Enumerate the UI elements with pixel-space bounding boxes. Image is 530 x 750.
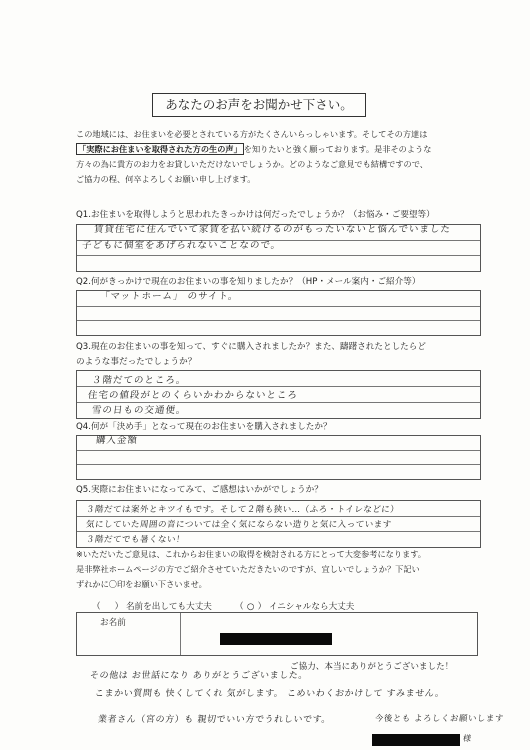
answer-rule bbox=[77, 531, 480, 532]
consent-option-2-mark: ○ bbox=[246, 602, 255, 612]
note-line-1: ※いただいたご意見は、これからお住まいの取得を検討される方にとって大変参考になります。 bbox=[76, 549, 426, 559]
redacted-signature bbox=[372, 734, 460, 746]
consent-option-1-label: 名前を出しても大丈夫 bbox=[125, 602, 212, 612]
note-line-2: 是非弊社ホームページの方でご紹介させていただきたいのですが、宜しいでしょうか？下記い bbox=[76, 564, 420, 574]
answer-rule bbox=[77, 516, 480, 517]
thank-you-message: ご協力、本当にありがとうございました！ bbox=[290, 662, 454, 672]
q2-answer-line-1: 「マットホーム」 のサイト。 bbox=[99, 291, 240, 302]
answer-rule bbox=[77, 450, 480, 451]
q3-answer-line-1: ３階だてのところ。 bbox=[91, 375, 187, 386]
note-line-3: ずれかに〇印をお願い下さいませ。 bbox=[76, 579, 207, 589]
q4-question: Q4.何が「決め手」となって現在のお住まいを購入されましたか？ bbox=[76, 422, 332, 432]
intro-paragraph bbox=[76, 127, 476, 187]
intro-line-1: この地域には、お住まいを必要とされている方がたくさんいらっしゃいます。そしてその方達は bbox=[76, 129, 428, 139]
consent-paren-open: （ bbox=[92, 602, 101, 612]
intro-highlight: 「実際にお住まいを取得された方の生の声」 bbox=[78, 144, 242, 154]
name-box-divider bbox=[180, 613, 181, 655]
q3-answer-line-2: 住宅の値段がとのくらいかわからないところ bbox=[87, 390, 299, 401]
q1-answer-line-1: 賃貸住宅に住んでいて家賃を払い続けるのがもったいないと悩んでいました bbox=[93, 224, 452, 235]
free-comment-line-4: 今後とも よろしくお願いします bbox=[374, 713, 505, 723]
free-comment-line-1: その他は お世話になり ありがとうございました。 bbox=[89, 671, 309, 681]
q3-answer-line-3: 雪の日もの交通便。 bbox=[91, 405, 187, 416]
consent-option-name[interactable] bbox=[92, 600, 212, 612]
name-field-label: お名前 bbox=[100, 618, 126, 628]
answer-rule bbox=[77, 320, 480, 321]
signature-suffix: 様 bbox=[462, 734, 473, 743]
q5-question: Q5.実際にお住まいになってみて、ご感想はいかがでしょうか？ bbox=[76, 485, 323, 495]
q2-question: Q2.何がきっかけで現在のお住まいの事を知りましたか？（HP・メール案内・ご紹介等） bbox=[76, 277, 421, 287]
answer-rule bbox=[77, 464, 480, 465]
free-comment-line-3: 業者さん（宮の方）も 親切でいい方でうれしいです。 bbox=[97, 715, 332, 725]
q1-answer-line-2: 子どもに個室をあげられないことなので。 bbox=[81, 240, 282, 251]
consent-paren-close: ） bbox=[114, 602, 124, 612]
intro-line-2-rest: を知りたいと強く願っております。是非そのような bbox=[243, 144, 432, 154]
consent-paren-open: （ bbox=[235, 602, 244, 612]
q5-answer-line-1: ３階だては案外とキツイもです。そして２階も狭い…（ふろ・トイレなどに） bbox=[85, 505, 400, 515]
consent-option-2-label: イニシャルなら大丈夫 bbox=[268, 602, 355, 612]
q4-answer-line-1: 購入金額 bbox=[95, 435, 139, 446]
intro-line-3: 方々の為に貴方のお力をお貸しいただけないでしょうか。どのようなご意見でも結構ですので、 bbox=[76, 159, 428, 169]
q5-answer-line-2: 気にしていた周囲の音については全く気にならない造りと気に入っています bbox=[85, 520, 393, 530]
consent-option-initial[interactable] bbox=[235, 600, 354, 612]
intro-line-2 bbox=[76, 142, 476, 157]
q1-question: Q1.お住まいを取得しようと思われたきっかけは何だったでしょうか？（お悩み・ご要望等） bbox=[76, 210, 435, 220]
answer-rule bbox=[77, 306, 480, 307]
intro-line-4: ご協力の程、何卒よろしくお願い申し上げます。 bbox=[76, 174, 256, 184]
free-comment-line-2: こまかい質問も 快くしてくれ 気がします。 こめいわくおかけして すみません。 bbox=[94, 689, 446, 699]
answer-rule bbox=[77, 255, 480, 256]
consent-paren-close: ） bbox=[257, 602, 267, 612]
q3-question-line-1: Q3.現在のお住まいの事を知って、すぐに購入されましたか？また、躊躇されたとしたらど bbox=[76, 342, 426, 352]
q3-question-line-2: のような事だったでしょうか？ bbox=[76, 357, 197, 367]
q5-answer-line-3: ３階だてでも暑くない！ bbox=[85, 535, 186, 545]
survey-title: あなたのお声をお聞かせ下さい。 bbox=[152, 93, 366, 117]
redacted-name bbox=[220, 633, 332, 645]
